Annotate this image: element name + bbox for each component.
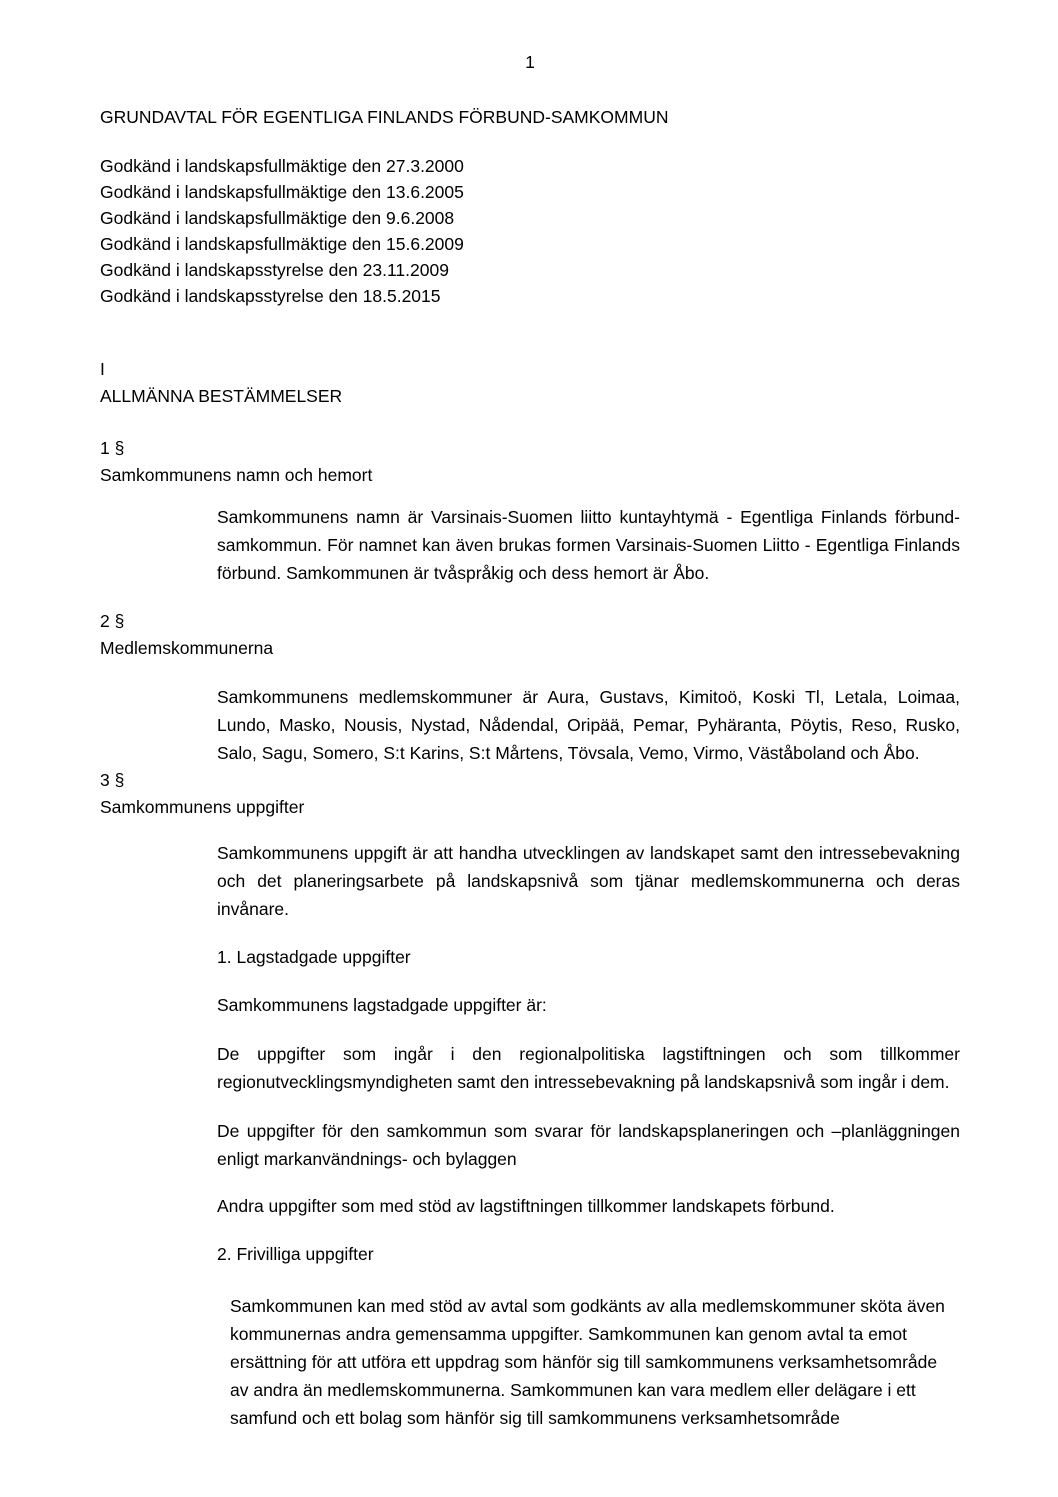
section-2-paragraph: Samkommunens medlemskommuner är Aura, Gustavs, Kimitoö, Koski Tl, Letala, Loimaa, Lundo, Masko, Nousis, Nystad, Nådendal, Oripää, Pemar, Pyhäranta, Pöytis, Reso, Rusko, Salo, Sagu, Somero, S:t Karins, S:t Mårtens, Tövsala, Vemo, Virmo, Väståboland och Åbo. [217, 687, 960, 763]
statutory-tasks-lead: Samkommunens lagstadgade uppgifter är: [217, 995, 547, 1015]
page-number: 1 [525, 52, 535, 72]
statutory-task-paragraph: De uppgifter som ingår i den regionalpolitiska lagstiftningen och som tillkommer regionutvecklingsmyndigheten samt den intressebevakning på landskapsnivå som ingår i dem. [217, 1044, 960, 1092]
chapter-heading [100, 356, 960, 410]
approval-line: Godkänd i landskapsstyrelse den 23.11.2009 [100, 260, 449, 280]
approval-list [100, 153, 960, 309]
section-1-title: Samkommunens namn och hemort [100, 465, 373, 485]
section-1-paragraph: Samkommunens namn är Varsinais-Suomen liitto kuntayhtymä - Egentliga Finlands förbund-samkommun. För namnet kan även brukas formen Varsinais-Suomen Liitto - Egentliga Finlands förbund. Samkommunen är tvåspråkig och dess hemort är Åbo. [217, 507, 960, 583]
section-2-number: 2 § [100, 611, 125, 631]
approval-line: Godkänd i landskapsfullmäktige den 27.3.2000 [100, 156, 464, 176]
statutory-tasks-subheading: 1. Lagstadgade uppgifter [217, 947, 411, 967]
section-3-title: Samkommunens uppgifter [100, 797, 305, 817]
chapter-numeral: I [100, 359, 105, 379]
voluntary-tasks-paragraph: Samkommunen kan med stöd av avtal som godkänts av alla medlemskommuner sköta även kommunernas andra gemensamma uppgifter. Samkommunen kan genom avtal ta emot ersättning för att utföra ett uppdrag som hänför sig till samkommunens verksamhetsområde av andra än medlemskommunerna. Samkommunen kan vara medlem eller delägare i ett samfund och ett bolag som hänför sig till samkommunens verksamhetsområde [230, 1296, 945, 1428]
section-3-intro-paragraph: Samkommunens uppgift är att handha utvecklingen av landskapet samt den intressebevakning och det planeringsarbete på landskapsnivå som tjänar medlemskommunerna och deras invånare. [217, 843, 960, 919]
statutory-task-paragraph: Andra uppgifter som med stöd av lagstiftningen tillkommer landskapets förbund. [217, 1196, 835, 1216]
section-1-heading [100, 435, 960, 489]
approval-line: Godkänd i landskapsfullmäktige den 15.6.2009 [100, 234, 464, 254]
section-3-heading [100, 767, 960, 821]
section-3-number: 3 § [100, 770, 125, 790]
approval-line: Godkänd i landskapsfullmäktige den 13.6.2005 [100, 182, 464, 202]
document-title: GRUNDAVTAL FÖR EGENTLIGA FINLANDS FÖRBUND-SAMKOMMUN [100, 107, 669, 127]
section-1-number: 1 § [100, 438, 125, 458]
chapter-title: ALLMÄNNA BESTÄMMELSER [100, 386, 343, 406]
statutory-task-paragraph: De uppgifter för den samkommun som svarar för landskapsplaneringen och –planläggningen enligt markanvändnings- och bylaggen [217, 1121, 960, 1169]
approval-line: Godkänd i landskapsfullmäktige den 9.6.2008 [100, 208, 455, 228]
section-2-heading [100, 608, 960, 662]
voluntary-tasks-subheading: 2. Frivilliga uppgifter [217, 1244, 374, 1264]
section-2-title: Medlemskommunerna [100, 638, 274, 658]
approval-line: Godkänd i landskapsstyrelse den 18.5.2015 [100, 286, 441, 306]
